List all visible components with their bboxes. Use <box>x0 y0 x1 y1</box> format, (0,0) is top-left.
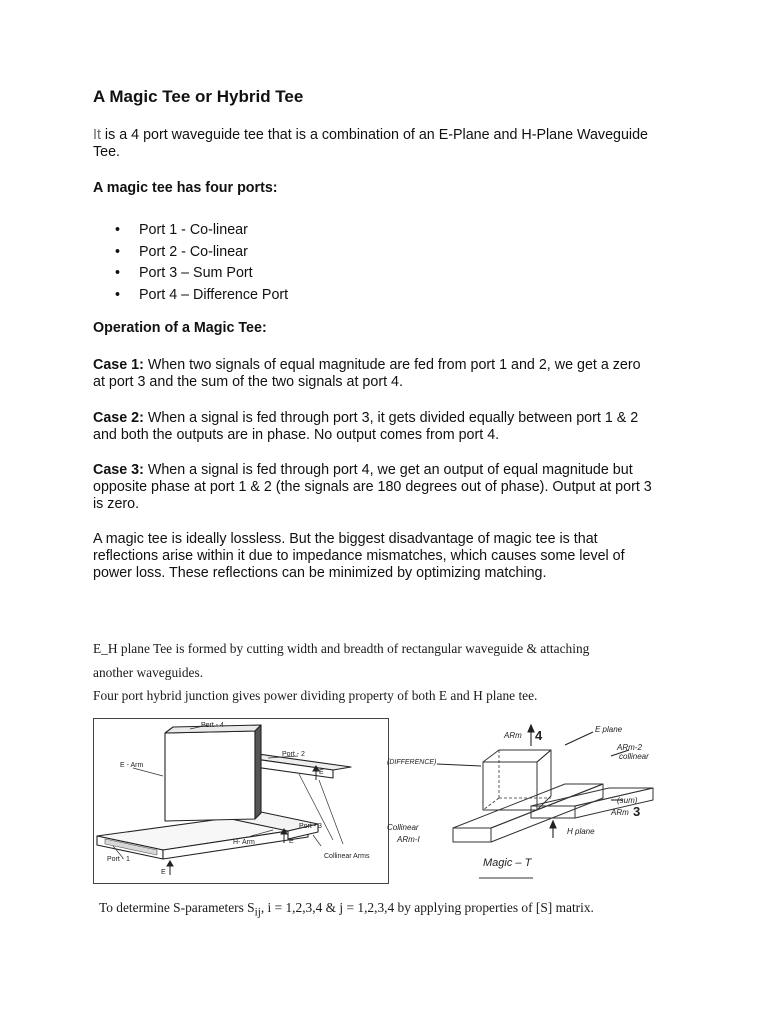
label-port3: Port - 3 <box>299 823 322 830</box>
label-hplane: H plane <box>567 827 595 836</box>
figure-caption <box>99 900 594 919</box>
page-title: A Magic Tee or Hybrid Tee <box>93 87 304 106</box>
case-text: and both the outputs are in phase. No output comes from port 4. <box>93 427 500 443</box>
ports-list <box>93 220 288 306</box>
scan-line: another waveguides. <box>93 665 204 680</box>
earm-side <box>255 725 261 819</box>
label-e-bottom: E <box>161 869 166 876</box>
label-port4: Port - 4 <box>201 722 224 729</box>
intro-text-line2: Tee. <box>93 144 121 160</box>
bullet: • <box>115 286 121 303</box>
intro-text-line1: is a 4 port waveguide tee that is a combination of an E-Plane and H-Plane Waveguide <box>100 127 649 143</box>
intro-lead: It <box>93 127 101 143</box>
caption-subscript: ij <box>254 906 261 919</box>
closing-text: reflections arise within it due to impedance mismatches, which causes some level of <box>93 548 625 564</box>
ports-heading: A magic tee has four ports: <box>93 180 278 196</box>
list-item <box>93 285 288 307</box>
label-port2: Port - 2 <box>282 751 305 758</box>
label-harm: H- Arm <box>233 839 255 846</box>
list-item <box>93 220 288 242</box>
label-port-4-number: 4 <box>535 728 543 743</box>
case-3-paragraph <box>93 462 683 513</box>
case-text: at port 3 and the sum of the two signals at port 4. <box>93 374 403 390</box>
port-item-label: Port 3 – Sum Port <box>139 265 253 281</box>
closing-text: power loss. These reflections can be minimized by optimizing matching. <box>93 565 547 581</box>
list-item <box>93 242 288 264</box>
bullet: • <box>115 222 121 238</box>
case-text: is zero. <box>93 496 140 512</box>
case-text: opposite phase at port 1 & 2 (the signals are 180 degrees out of phase). Output at port 3 <box>93 479 652 495</box>
label-difference: (DIFFERENCE) <box>387 759 437 766</box>
list-item <box>93 263 288 285</box>
case-label: Case 1: <box>93 357 144 373</box>
case-text: When two signals of equal magnitude are fed from port 1 and 2, we get a zero <box>143 357 641 373</box>
label-sum: (sum) <box>617 796 638 805</box>
case-text: When a signal is fed through port 4, we get an output of equal magnitude but <box>143 462 633 478</box>
label-e-top: E <box>319 769 324 776</box>
earm-front <box>165 731 255 821</box>
label-collinear: Collinear Arms <box>324 853 370 860</box>
bullet: • <box>115 265 121 281</box>
label-arm1: ARm-I <box>397 835 420 844</box>
scan-line: E_H plane Tee is formed by cutting width and breadth of rectangular waveguide & attaching <box>93 641 590 656</box>
magic-t-sketch-figure <box>385 720 685 888</box>
label-eplane: E plane <box>595 725 623 734</box>
case-label: Case 2: <box>93 410 144 426</box>
scan-line: Four port hybrid junction gives power dividing property of both E and H plane tee. <box>93 688 538 703</box>
label-e-mid: E <box>289 838 294 845</box>
bullet: • <box>115 243 121 260</box>
label-magic-t: Magic – T <box>483 857 532 869</box>
closing-text: A magic tee is ideally lossless. But the biggest disadvantage of magic tee is that <box>93 531 598 547</box>
label-arm2: ARm-2 <box>617 743 642 752</box>
label-arm-4: ARm <box>504 731 522 740</box>
label-collinear: Collinear <box>387 823 419 832</box>
label-port-3-number: 3 <box>633 804 641 819</box>
label-earm: E - Arm <box>120 762 144 769</box>
caption-text: To determine S-parameters S <box>99 900 255 915</box>
case-2-paragraph <box>93 410 683 444</box>
operation-heading: Operation of a Magic Tee: <box>93 320 267 336</box>
label-arm-prefix: ARm <box>611 808 629 817</box>
magic-tee-3d-figure <box>93 718 389 884</box>
intro-paragraph <box>93 127 683 161</box>
case-text: When a signal is fed through port 3, it gets divided equally between port 1 & 2 <box>143 410 639 426</box>
case-1-paragraph <box>93 357 683 391</box>
label-arm2-collinear: collinear <box>619 752 649 761</box>
caption-text: , i = 1,2,3,4 & j = 1,2,3,4 by applying properties of [S] matrix. <box>260 900 594 915</box>
port-item-label: Port 1 - Co-linear <box>139 222 248 238</box>
port-item-label: Port 2 - Co-linear <box>139 243 248 260</box>
port-item-label: Port 4 – Difference Port <box>139 286 289 303</box>
label-port1: Port - 1 <box>107 856 130 863</box>
closing-paragraph <box>93 531 683 582</box>
case-label: Case 3: <box>93 462 144 478</box>
